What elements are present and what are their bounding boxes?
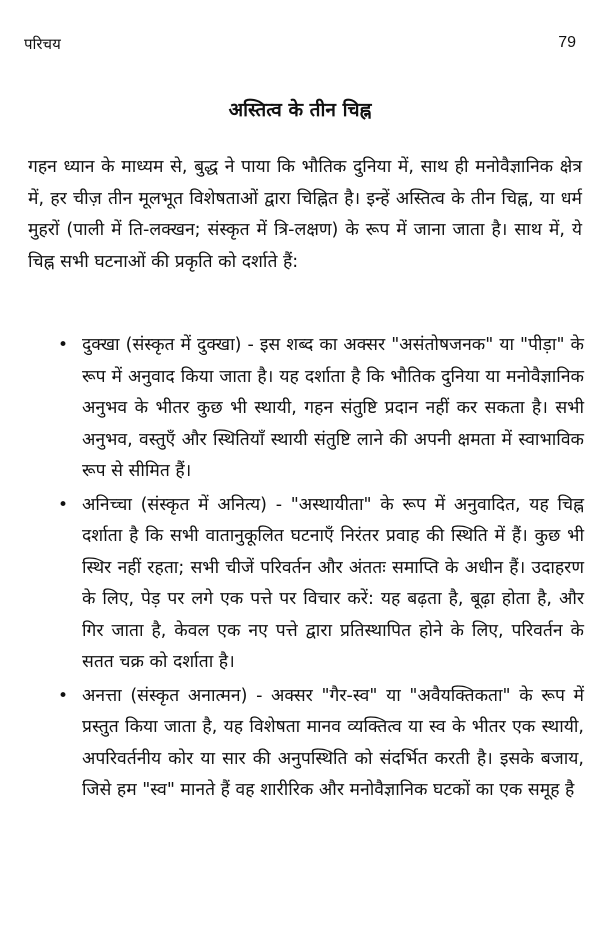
- bullet-icon: •: [58, 494, 69, 515]
- list-item-text: दुक्खा (संस्कृत में दुक्खा) - इस शब्द का अक्सर "असंतोषजनक" या "पीड़ा" के रूप में अनुवाद किया जाता है। यह दर्शाता है कि भौतिक दुनिया या मनोवैज्ञानिक अनुभव के भीतर कुछ भी स्थायी, गहन संतुष्टि प्रदान नहीं कर सकता है। सभी अनुभव, वस्तुएँ और स्थितियाँ स्थायी संतुष्टि लाने की अपनी क्षमता में स्वाभाविक रूप से सीमित हैं।: [82, 335, 584, 481]
- marks-list: [58, 330, 584, 809]
- section-name: परिचय: [24, 35, 61, 53]
- bullet-icon: •: [58, 685, 69, 706]
- running-header: [24, 34, 576, 58]
- list-item-anatta: [58, 681, 584, 807]
- list-item-text: अनिच्चा (संस्कृत में अनित्य) - "अस्थायीता" के रूप में अनुवादित, यह चिह्न दर्शाता है कि सभी वातानुकूलित घटनाएँ निरंतर प्रवाह की स्थिति में हैं। कुछ भी स्थिर नहीं रहता; सभी चीजें परिवर्तन और अंततः समाप्ति के अधीन हैं। उदाहरण के लिए, पेड़ पर लगे एक पत्ते पर विचार करें: यह बढ़ता है, बूढ़ा होता है, और गिर जाता है, केवल एक नए पत्ते द्वारा प्रतिस्थापित होने के लिए, परिवर्तन के सतत चक्र को दर्शाता है।: [82, 494, 584, 672]
- list-item-text: अनत्ता (संस्कृत अनात्मन) - अक्सर "गैर-स्व" या "अवैयक्तिकता" के रूप में प्रस्तुत किया जाता है, यह विशेषता मानव व्यक्तित्व या स्व के भीतर एक स्थायी, अपरिवर्तनीय कोर या सार की अनुपस्थिति को संदर्भित करती है। इसके बजाय, जिसे हम "स्व" मानते हैं वह शारीरिक और मनोवैज्ञानिक घटकों का एक समूह है: [82, 685, 584, 800]
- list-item-anicca: [58, 490, 584, 679]
- list-item-dukkha: [58, 330, 584, 488]
- bullet-icon: •: [58, 335, 69, 355]
- page-number: 79: [558, 34, 576, 51]
- chapter-title: अस्तित्व के तीन चिह्न: [228, 99, 372, 121]
- intro-paragraph: गहन ध्यान के माध्यम से, बुद्ध ने पाया कि भौतिक दुनिया में, साथ ही मनोवैज्ञानिक क्षेत्र में, हर चीज़ तीन मूलभूत विशेषताओं द्वारा चिह्नित है। इन्हें अस्तित्व के तीन चिह्न, या धर्म मुहरों (पाली में ति-लक्खन; संस्कृत में त्रि-लक्षण) के रूप में जाना जाता है। साथ में, ये चिह्न सभी घटनाओं की प्रकृति को दर्शाते हैं:: [28, 157, 582, 272]
